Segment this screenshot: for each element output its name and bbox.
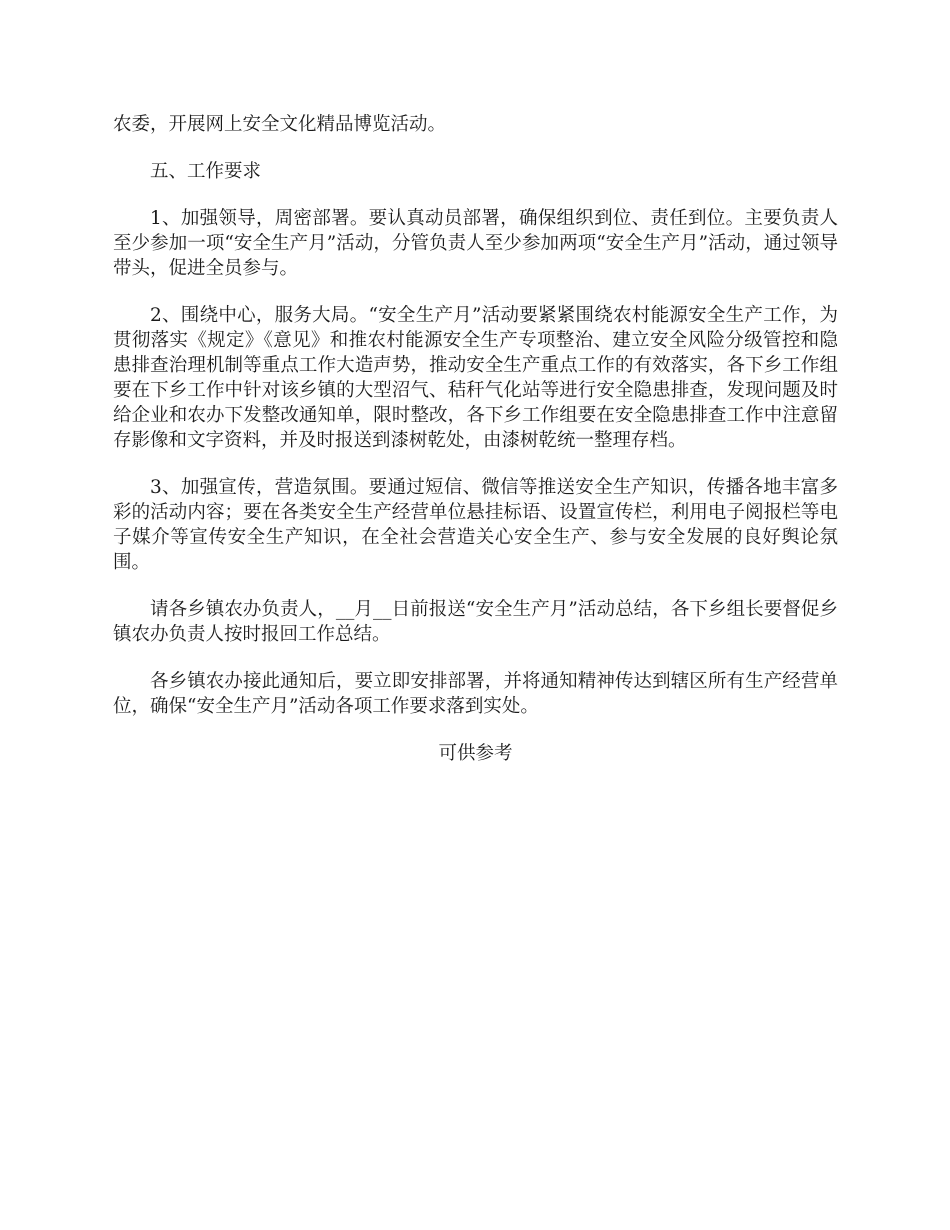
paragraph-2: 2、围绕中心，服务大局。“安全生产月”活动要紧紧围绕农村能源安全生产工作，为贯彻落实《规定》《意见》和推农村能源安全生产专项整治、建立安全风险分级管控和隐患排查治理机制等重点工作大造声势，推动安全生产重点工作的有效落实，各下乡工作组要在下乡工作中针对该乡镇的大型沼气、秸秆气化站等进行安全隐患排查，发现问题及时给企业和农办下发整改通知单，限时整改，各下乡工作组要在安全隐患排查工作中注意留存影像和文字资料，并及时报送到漆树乾处，由漆树乾统一整理存档。	[113, 305, 838, 451]
document-body	[113, 112, 838, 788]
continuation-text: 农委，开展网上安全文化精品博览活动。	[113, 114, 447, 135]
paragraph-5: 各乡镇农办接此通知后，要立即安排部署，并将通知精神传达到辖区所有生产经营单位，确保“安全生产月”活动各项工作要求落到实处。	[113, 671, 838, 717]
paragraph-3: 3、加强宣传，营造氛围。要通过短信、微信等推送安全生产知识，传播各地丰富多彩的活动内容；要在各类安全生产经营单位悬挂标语、设置宣传栏，利用电子阅报栏等电子媒介等宣传安全生产知识，在全社会营造关心安全生产、参与安全发展的良好舆论氛围。	[113, 477, 838, 573]
paragraph-1: 1、加强领导，周密部署。要认真动员部署，确保组织到位、责任到位。主要负责人至少参加一项“安全生产月”活动，分管负责人至少参加两项“安全生产月”活动，通过领导带头，促进全员参与。	[113, 208, 838, 279]
paragraph-4: 请各乡镇农办负责人，__月__日前报送“安全生产月”活动总结，各下乡组长要督促乡镇农办负责人按时报回工作总结。	[113, 599, 838, 645]
section-heading: 五、工作要求	[150, 161, 262, 182]
closing-text: 可供参考	[438, 743, 513, 764]
